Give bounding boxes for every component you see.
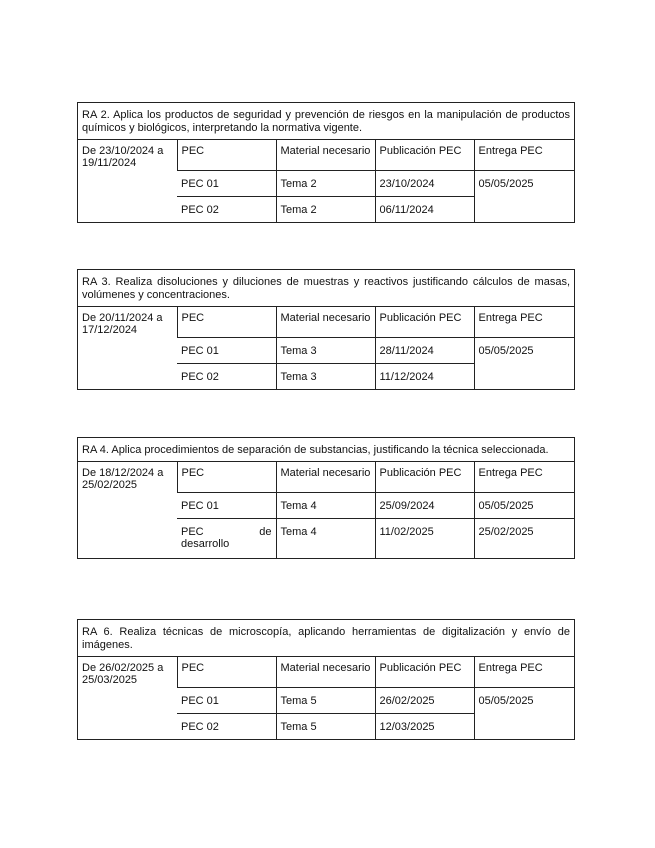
ra3-block — [77, 269, 575, 390]
pec-name: PEC 02 — [177, 196, 276, 222]
header-pec: PEC — [177, 307, 276, 337]
material: Tema 3 — [276, 363, 375, 389]
pec-name: PEC 02 — [177, 363, 276, 389]
ra4-title: RA 4. Aplica procedimientos de separación de substancias, justificando la técnica seleccionada. — [78, 438, 574, 462]
header-material: Material necesario — [276, 307, 375, 337]
ra3-table — [78, 307, 574, 389]
material: Tema 5 — [276, 687, 375, 713]
material: Tema 5 — [276, 713, 375, 739]
date-range: De 18/12/2024 a 25/02/2025 — [82, 467, 164, 491]
pec-name: PEC 01 — [177, 337, 276, 363]
publication-date: 12/03/2025 — [375, 713, 474, 739]
table-header-row — [78, 307, 574, 337]
pec-name: PEC 01 — [177, 170, 276, 196]
material: Tema 4 — [276, 492, 375, 518]
material: Tema 4 — [276, 518, 375, 558]
material: Tema 2 — [276, 170, 375, 196]
delivery-date: 05/05/2025 — [474, 687, 574, 739]
material: Tema 2 — [276, 196, 375, 222]
header-pec: PEC — [177, 462, 276, 492]
table-header-row — [78, 140, 574, 170]
publication-date: 25/09/2024 — [375, 492, 474, 518]
delivery-date: 25/02/2025 — [474, 518, 574, 558]
pec-name: PEC 02 — [177, 713, 276, 739]
header-publicacion: Publicación PEC — [375, 657, 474, 687]
header-publicacion: Publicación PEC — [375, 140, 474, 170]
table-header-row — [78, 657, 574, 687]
delivery-date: 05/05/2025 — [474, 337, 574, 389]
delivery-date: 05/05/2025 — [474, 170, 574, 222]
publication-date: 11/02/2025 — [375, 518, 474, 558]
ra6-table — [78, 657, 574, 739]
header-publicacion: Publicación PEC — [375, 307, 474, 337]
ra3-title: RA 3. Realiza disoluciones y diluciones de muestras y reactivos justificando cálculos de masas, volúmenes y concentraciones. — [78, 270, 574, 307]
header-pec: PEC — [177, 140, 276, 170]
header-entrega: Entrega PEC — [474, 140, 574, 170]
ra6-title: RA 6. Realiza técnicas de microscopía, aplicando herramientas de digitalización y envío de imágenes. — [78, 620, 574, 657]
publication-date: 23/10/2024 — [375, 170, 474, 196]
header-publicacion: Publicación PEC — [375, 462, 474, 492]
pec-name: PEC 01 — [177, 492, 276, 518]
pec-word: desarrollo — [181, 537, 230, 550]
date-range: De 23/10/2024 a 19/11/2024 — [82, 145, 164, 169]
table-header-row — [78, 462, 574, 492]
date-range: De 20/11/2024 a 17/12/2024 — [82, 312, 163, 336]
pec-word: PEC — [181, 525, 204, 538]
pec-name-line — [181, 526, 272, 538]
ra4-block — [77, 437, 575, 559]
header-entrega: Entrega PEC — [474, 657, 574, 687]
header-pec: PEC — [177, 657, 276, 687]
header-material: Material necesario — [276, 140, 375, 170]
material: Tema 3 — [276, 337, 375, 363]
pec-word: de — [259, 525, 272, 538]
pec-name: PEC 01 — [177, 687, 276, 713]
header-material: Material necesario — [276, 657, 375, 687]
header-material: Material necesario — [276, 462, 375, 492]
pec-name — [177, 518, 276, 558]
date-range: De 26/02/2025 a 25/03/2025 — [82, 662, 164, 686]
delivery-date: 05/05/2025 — [474, 492, 574, 518]
header-entrega: Entrega PEC — [474, 307, 574, 337]
publication-date: 28/11/2024 — [375, 337, 474, 363]
header-entrega: Entrega PEC — [474, 462, 574, 492]
ra6-block — [77, 619, 575, 740]
publication-date: 26/02/2025 — [375, 687, 474, 713]
publication-date: 11/12/2024 — [375, 363, 474, 389]
ra4-table — [78, 462, 574, 558]
publication-date: 06/11/2024 — [375, 196, 474, 222]
ra2-title: RA 2. Aplica los productos de seguridad y prevención de riesgos en la manipulación de productos químicos y biológicos, interpretando la normativa vigente. — [78, 103, 574, 140]
ra2-block — [77, 102, 575, 223]
ra2-table — [78, 140, 574, 222]
